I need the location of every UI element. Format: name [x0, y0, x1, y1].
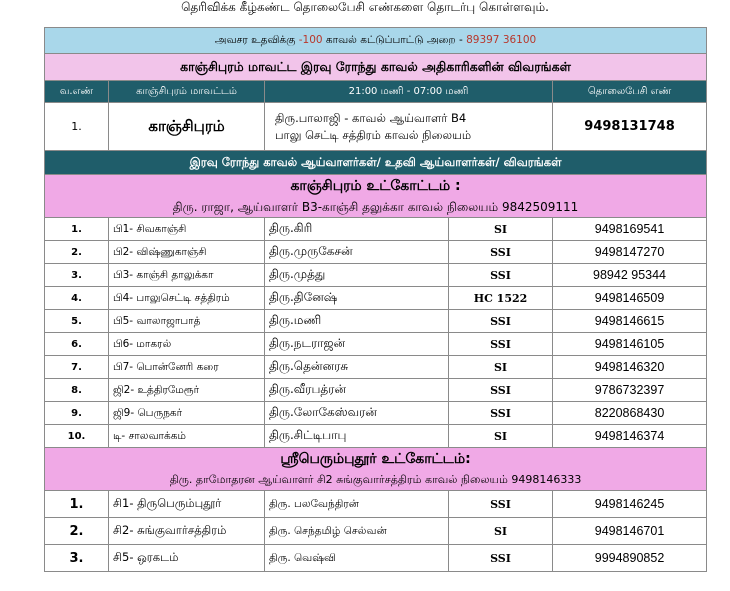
row-rank: SSI: [449, 545, 553, 572]
row-name: திரு. பலவேந்திரன்: [265, 491, 449, 518]
row-name: திரு.கிரி: [265, 218, 449, 241]
row-phone: 9498147270: [553, 241, 707, 264]
helpline-cell: [45, 28, 707, 54]
row-name: திரு. வெஷ்வி: [265, 545, 449, 572]
subdivision-officer: திரு. தாமோதரன ஆய்வாளர் சி2 சுங்குவார்சத்திரம் காவல் நிலையம் 9498146333: [169, 473, 582, 486]
main-officer-line2: பாலு செட்டி சத்திரம் காவல் நிலையம்: [275, 127, 472, 142]
subdivision-cell: [45, 448, 707, 491]
row-rank: SSI: [449, 264, 553, 287]
table-row: [45, 379, 707, 402]
header-sno: வ.எண்: [45, 81, 109, 103]
row-station: ஜி2- உத்திரமேரூர்: [109, 379, 265, 402]
table-row: [45, 491, 707, 518]
row-rank: SI: [449, 425, 553, 448]
table-row: [45, 218, 707, 241]
table-row: [45, 241, 707, 264]
title-row: [45, 54, 707, 81]
subdivision-officer-phone: 9842509111: [501, 200, 579, 214]
main-officer: [265, 103, 553, 151]
row-sno: 5.: [45, 310, 109, 333]
helpline-row: [45, 28, 707, 54]
row-station: சி2- சுங்குவார்சத்திரம்: [109, 518, 265, 545]
officer-table: [44, 27, 707, 572]
row-station: சி5- ஒரகடம்: [109, 545, 265, 572]
row-sno: 9.: [45, 402, 109, 425]
row-rank: SSI: [449, 402, 553, 425]
row-phone: 98942 95344: [553, 264, 707, 287]
subdivision-header: [45, 448, 707, 491]
helpline-label2: காவல் கட்டுப்பாட்டு அறை -: [325, 34, 463, 46]
header-district: காஞ்சிபுரம் மாவட்டம்: [109, 81, 265, 103]
row-rank: SSI: [449, 491, 553, 518]
row-phone: 9498146615: [553, 310, 707, 333]
table-row: [45, 518, 707, 545]
row-station: ஜி9- பெருநகர்: [109, 402, 265, 425]
intro-text: தெரிவிக்க கீழ்கண்ட தொலைபேசி எண்களை தொடர்பு கொள்ளவும்.: [181, 0, 549, 14]
section-band: இரவு ரோந்து காவல் ஆய்வாளர்கள்/ உதவி ஆய்வாளர்கள்/ விவரங்கள்: [45, 151, 707, 175]
row-station: பி5- வாலாஜாபாத்: [109, 310, 265, 333]
row-rank: SI: [449, 518, 553, 545]
subdivision-cell: [45, 175, 707, 218]
row-phone: 8220868430: [553, 402, 707, 425]
row-sno: 7.: [45, 356, 109, 379]
row-station: பி2- விஷ்ணுகாஞ்சி: [109, 241, 265, 264]
row-rank: HC 1522: [449, 287, 553, 310]
patrol-officer-sheet: [44, 27, 706, 572]
subdivision-officer-phone: 9498146333: [511, 473, 582, 486]
row-phone: 9498146320: [553, 356, 707, 379]
table-title: காஞ்சிபுரம் மாவட்ட இரவு ரோந்து காவல் அதிகாரிகளின் விவரங்கள்: [45, 54, 707, 81]
header-row: [45, 81, 707, 103]
row-name: திரு.தென்னரசு: [265, 356, 449, 379]
subdivision-officer: திரு. ராஜா, ஆய்வாளர் B3-காஞ்சி தலுக்கா காவல் நிலையம் 9842509111: [172, 200, 579, 214]
row-name: திரு.மணி: [265, 310, 449, 333]
row-station: பி3- காஞ்சி தாலுக்கா: [109, 264, 265, 287]
subdivision-title: ஸ்ரீபெரும்புதூர் உட்கோட்டம்:: [280, 451, 471, 467]
row-phone: 9786732397: [553, 379, 707, 402]
row-rank: SSI: [449, 310, 553, 333]
row-sno: 1.: [45, 491, 109, 518]
row-sno: 8.: [45, 379, 109, 402]
row-rank: SSI: [449, 379, 553, 402]
row-phone: 9994890852: [553, 545, 707, 572]
row-sno: 2.: [45, 241, 109, 264]
row-station: சி1- திருபெரும்புதூர்: [109, 491, 265, 518]
helpline-100: -100: [298, 34, 323, 46]
row-rank: SSI: [449, 333, 553, 356]
table-row: [45, 425, 707, 448]
section-band-row: [45, 151, 707, 175]
main-officer-line1: திரு.பாலாஜி - காவல் ஆய்வாளர் B4: [275, 110, 467, 125]
header-time: 21:00 மணி - 07:00 மணி: [265, 81, 553, 103]
table-row: [45, 402, 707, 425]
row-rank: SSI: [449, 241, 553, 264]
main-sno: 1.: [45, 103, 109, 151]
row-name: திரு.லோகேஸ்வரன்: [265, 402, 449, 425]
table-row: [45, 287, 707, 310]
row-sno: 4.: [45, 287, 109, 310]
row-sno: 1.: [45, 218, 109, 241]
row-phone: 9498146245: [553, 491, 707, 518]
row-rank: SI: [449, 218, 553, 241]
row-name: திரு.நடராஜன்: [265, 333, 449, 356]
row-phone: 9498169541: [553, 218, 707, 241]
row-phone: 9498146374: [553, 425, 707, 448]
row-station: பி6- மாகரல்: [109, 333, 265, 356]
row-station: டி- சாலவாக்கம்: [109, 425, 265, 448]
row-sno: 6.: [45, 333, 109, 356]
helpline-number: 89397 36100: [466, 34, 537, 46]
row-name: திரு.வீரபத்ரன்: [265, 379, 449, 402]
row-station: பி4- பாலுசெட்டி சத்திரம்: [109, 287, 265, 310]
row-station: பி1- சிவகாஞ்சி: [109, 218, 265, 241]
table-row: [45, 356, 707, 379]
table-row: [45, 333, 707, 356]
header-phone: தொலைபேசி எண்: [553, 81, 707, 103]
row-sno: 10.: [45, 425, 109, 448]
table-row: [45, 264, 707, 287]
main-district: காஞ்சிபுரம்: [109, 103, 265, 151]
subdivision-title: காஞ்சிபுரம் உட்கோட்டம் :: [290, 178, 461, 194]
row-sno: 2.: [45, 518, 109, 545]
row-name: திரு. செந்தமிழ் செல்வன்: [265, 518, 449, 545]
row-name: திரு.முத்து: [265, 264, 449, 287]
row-phone: 9498146509: [553, 287, 707, 310]
table-row: [45, 545, 707, 572]
row-name: திரு.தினேஷ்: [265, 287, 449, 310]
row-name: திரு.முருகேசன்: [265, 241, 449, 264]
row-station: பி7- பொன்னேரி கரை: [109, 356, 265, 379]
row-name: திரு.சிட்டிபாபு: [265, 425, 449, 448]
row-rank: SI: [449, 356, 553, 379]
main-phone: 9498131748: [553, 103, 707, 151]
row-sno: 3.: [45, 545, 109, 572]
subdivision-header: [45, 175, 707, 218]
row-phone: 9498146701: [553, 518, 707, 545]
helpline-label: அவசர உதவிக்கு: [214, 34, 296, 46]
row-sno: 3.: [45, 264, 109, 287]
table-row: [45, 310, 707, 333]
row-phone: 9498146105: [553, 333, 707, 356]
main-officer-row: [45, 103, 707, 151]
